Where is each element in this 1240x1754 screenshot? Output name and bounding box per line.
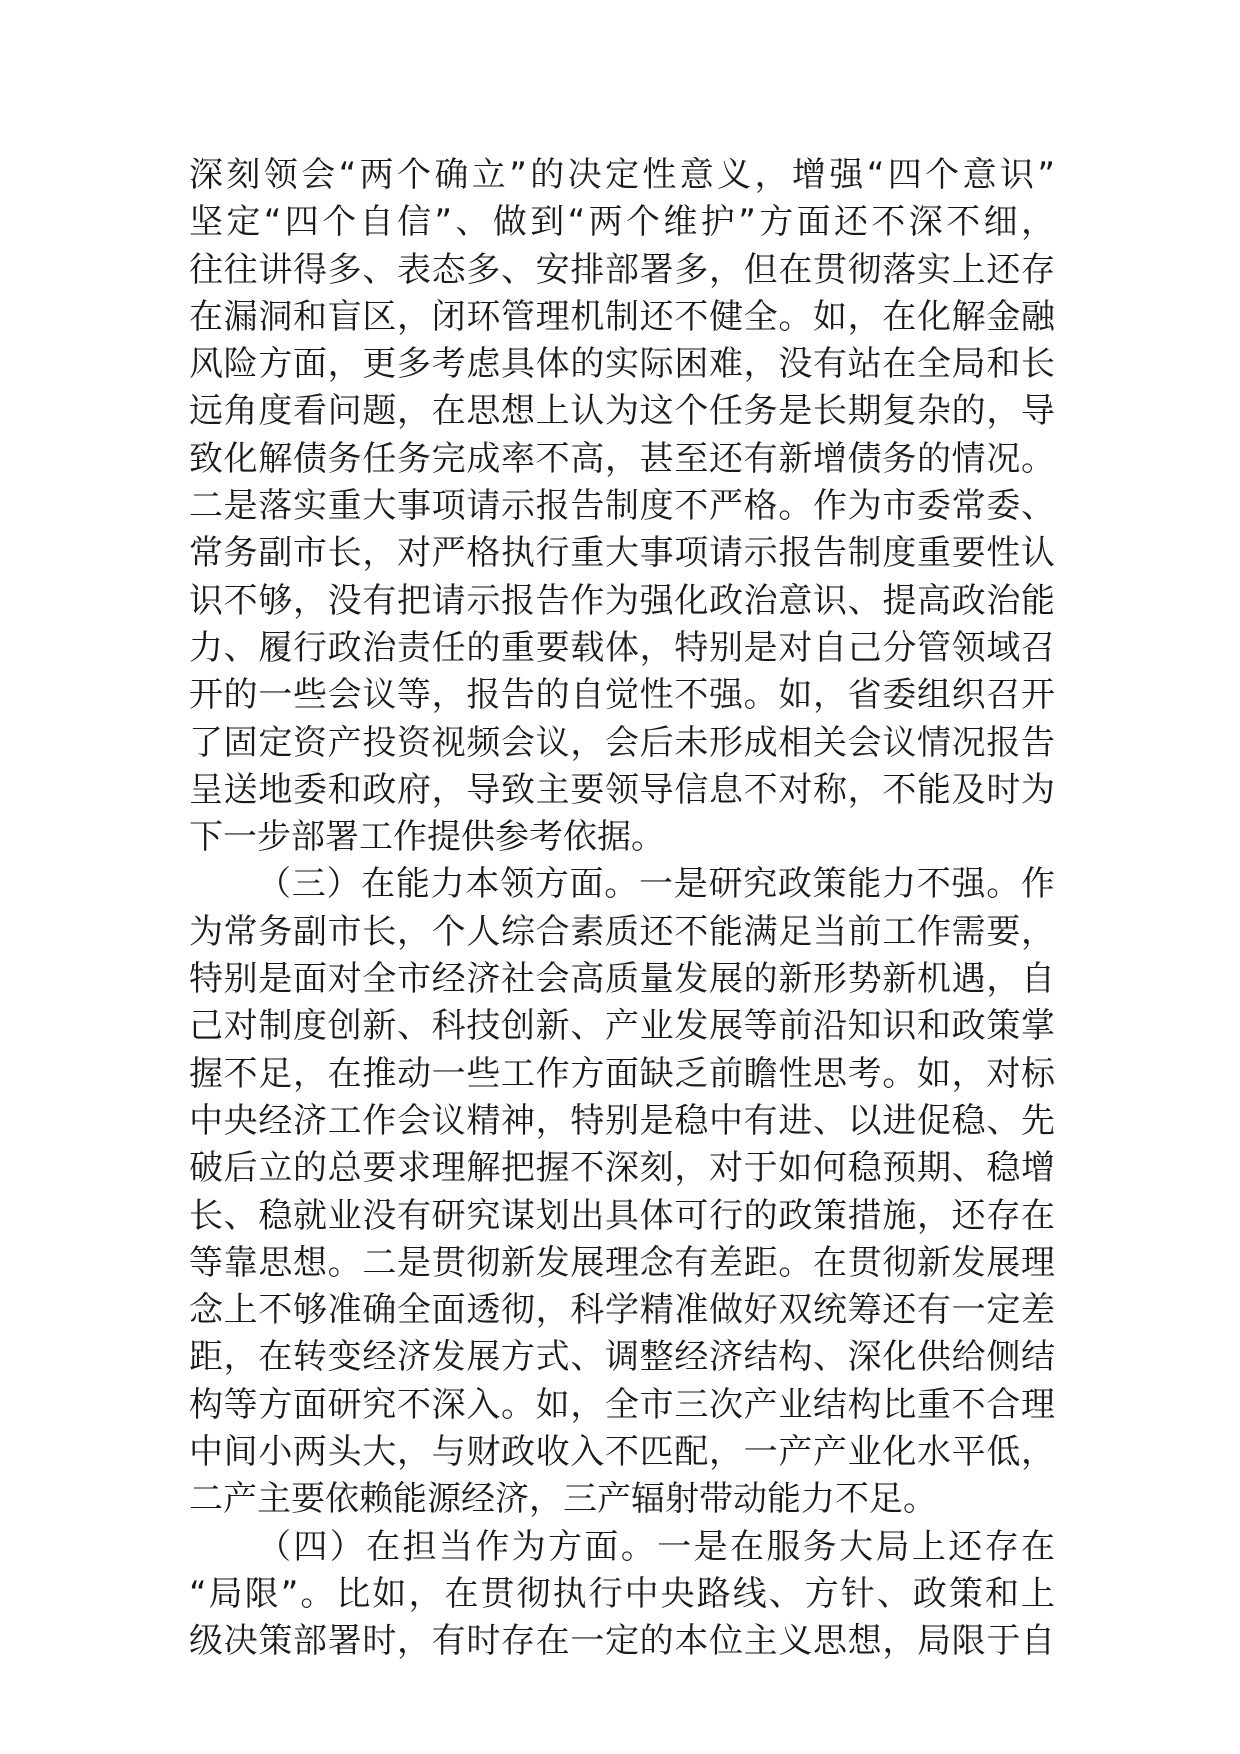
text-line: 构等方面研究不深入。如，全市三次产业结构比重不合理: [189, 1384, 1055, 1425]
text-line: 坚定“四个自信”、做到“两个维护”方面还不深不细，: [189, 202, 1055, 243]
text-line: 念上不够准确全面透彻，科学精准做好双统筹还有一定差: [189, 1290, 1055, 1331]
text-line: “局限”。比如，在贯彻执行中央路线、方针、政策和上: [189, 1573, 1055, 1614]
text-line: 识不够，没有把请示报告作为强化政治意识、提高政治能: [189, 580, 1055, 621]
text-line: 为常务副市长，个人综合素质还不能满足当前工作需要，: [189, 911, 1055, 952]
text-line: 中央经济工作会议精神，特别是稳中有进、以进促稳、先: [189, 1100, 1055, 1141]
text-line: 级决策部署时，有时存在一定的本位主义思想，局限于自: [189, 1621, 1055, 1662]
text-line: 往往讲得多、表态多、安排部署多，但在贯彻落实上还存: [189, 249, 1055, 290]
text-line: 深刻领会“两个确立”的决定性意义，增强“四个意识”: [189, 155, 1055, 195]
text-line: 致化解债务任务完成率不高，甚至还有新增债务的情况。: [189, 438, 1055, 479]
text-line: 等靠思想。二是贯彻新发展理念有差距。在贯彻新发展理: [189, 1242, 1055, 1283]
text-line: 开的一些会议等，报告的自觉性不强。如，省委组织召开: [189, 675, 1055, 716]
section-heading-line: （三）在能力本领方面。一是研究政策能力不强。作: [257, 864, 1055, 905]
text-line: 了固定资产投资视频会议，会后未形成相关会议情况报告: [189, 722, 1055, 763]
text-line: 力、履行政治责任的重要载体，特别是对自己分管领域召: [189, 627, 1055, 668]
text-line: 破后立的总要求理解把握不深刻，对于如何稳预期、稳增: [189, 1148, 1055, 1189]
text-line: 呈送地委和政府，导致主要领导信息不对称，不能及时为: [189, 769, 1055, 810]
text-line: 特别是面对全市经济社会高质量发展的新形势新机遇，自: [189, 959, 1055, 1000]
text-line: 中间小两头大，与财政收入不匹配，一产产业化水平低，: [189, 1432, 1055, 1473]
text-line: 风险方面，更多考虑具体的实际困难，没有站在全局和长: [189, 344, 1055, 385]
text-line: 长、稳就业没有研究谋划出具体可行的政策措施，还存在: [189, 1195, 1055, 1236]
text-line: 远角度看问题，在思想上认为这个任务是长期复杂的，导: [189, 391, 1055, 432]
text-line: 二产主要依赖能源经济，三产辐射带动能力不足。: [189, 1479, 937, 1520]
text-line: 握不足，在推动一些工作方面缺乏前瞻性思考。如，对标: [189, 1053, 1055, 1094]
text-line: 二是落实重大事项请示报告制度不严格。作为市委常委、: [189, 486, 1055, 527]
text-line: 常务副市长，对严格执行重大事项请示报告制度重要性认: [189, 533, 1055, 574]
text-line: 己对制度创新、科技创新、产业发展等前沿知识和政策掌: [189, 1006, 1055, 1047]
text-line: 在漏洞和盲区，闭环管理机制还不健全。如，在化解金融: [189, 296, 1055, 337]
section-heading-line: （四）在担当作为方面。一是在服务大局上还存在: [257, 1526, 1055, 1567]
text-line: 下一步部署工作提供参考依据。: [189, 817, 665, 858]
text-line: 距，在转变经济发展方式、调整经济结构、深化供给侧结: [189, 1337, 1055, 1378]
document-body: [189, 152, 1055, 1666]
